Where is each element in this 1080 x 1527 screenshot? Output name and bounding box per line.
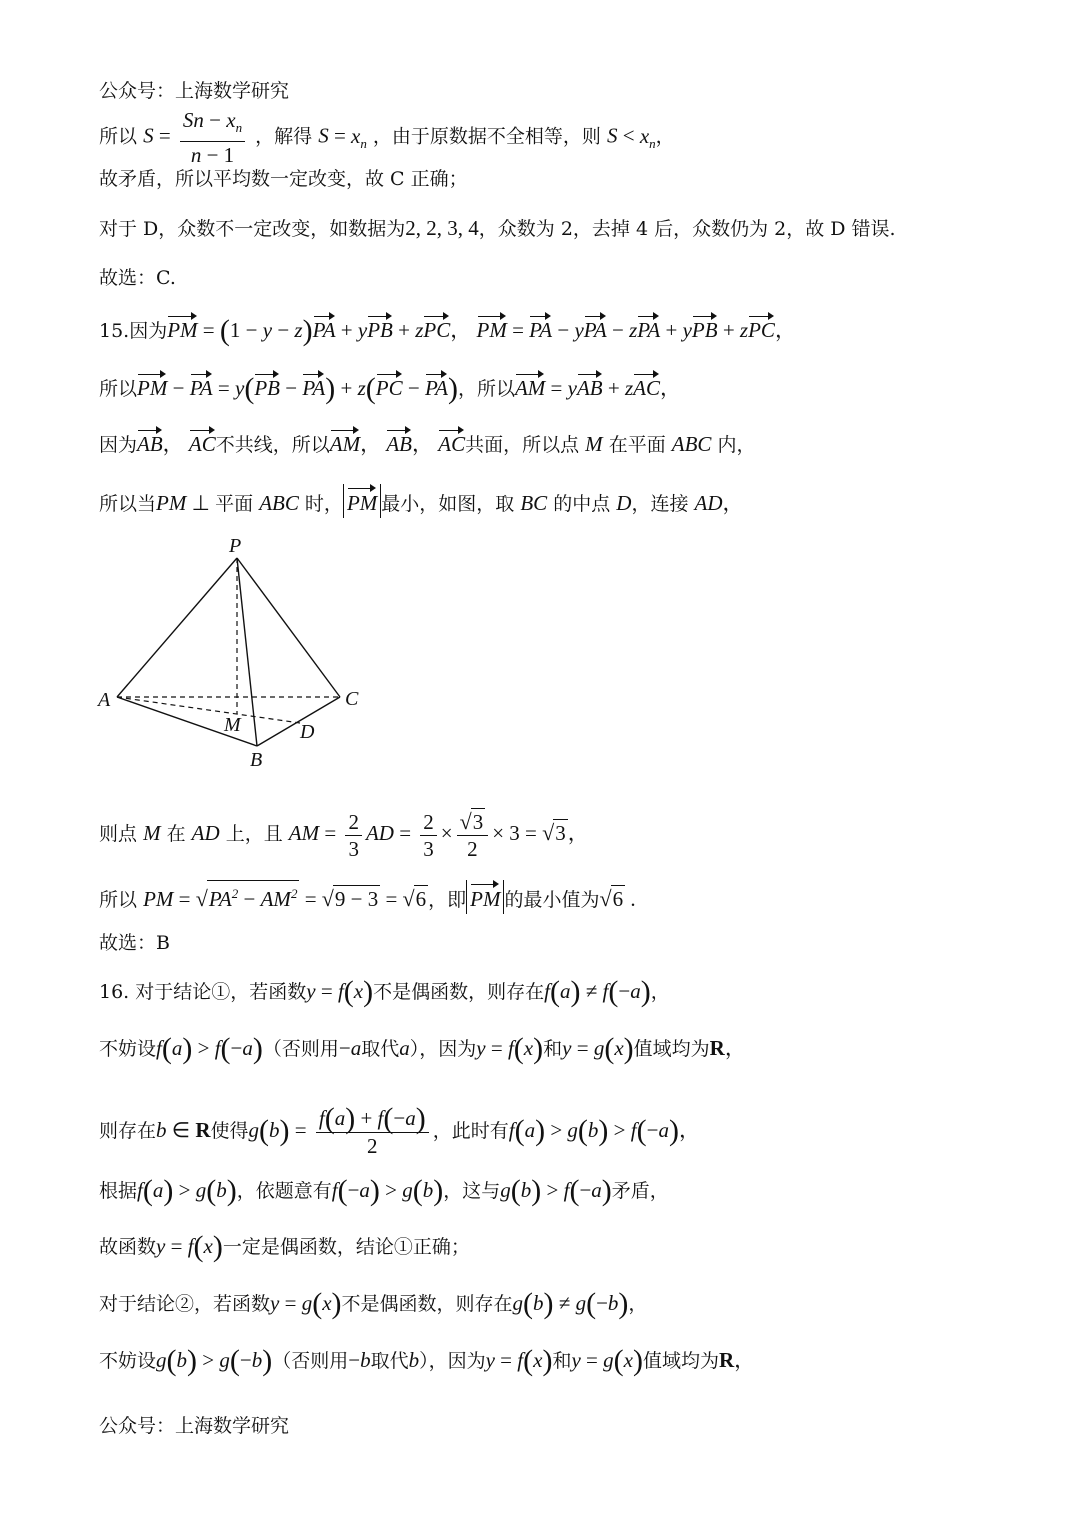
line-4: 故选：C. [99,267,176,289]
line-13: 不妨设f(a) > f(−a)（否则用−a取代a），因为y = f(x)和y = g(x)值域均为R， [99,1032,746,1065]
edge-pa [117,558,237,697]
line-16: 故函数y = f(x)一定是偶函数，结论①正确； [99,1230,470,1263]
line-8: 所以当PM ⊥ 平面 ABC 时， PM 最小，如图，取 BC 的中点 D，连接 AD， [99,484,744,518]
label-c: C [345,688,359,710]
line-3: 对于 D，众数不一定改变，如数据为2, 2, 3, 4，众数为 2，去掉 4 后，众数仍为 2，故 D 错误. [99,216,896,240]
line-2: 故矛盾，所以平均数一定改变，故 C 正确； [99,168,468,190]
line-5: 15.因为PM = (1 − y − z)PA + yPB + zPC， PM = PA − yPA − zPA + yPB + zPC， [99,314,796,347]
edge-pc [237,558,340,697]
label-d: D [300,721,315,743]
line-14: 则存在b ∈ R使得g(b) = $\frac{f(a) + f(-a)}{2}$ ，此时有f(a) > g(b) > f(−a)， [99,1102,700,1158]
line-7: 因为AB， AC不共线，所以AM， AB， AC共面，所以点 M 在平面 ABC 内， [99,428,756,458]
line-15: 根据f(a) > g(b)，依题意有f(−a) > g(b)，这与g(b) > f(−a)矛盾， [99,1174,669,1207]
footer-text: 公众号：上海数学研究 [99,1415,290,1437]
tetrahedron-figure [95,532,375,772]
line-9: 则点 M 在 AD 上，且 AM = $\frac{2}{3}$ AD = $\frac{2}{3}$ × $\frac{√3}{2}$ × 3 = √3， [99,809,589,861]
line-1: 所以 S = $\frac{Sn - x_n}{n - 1}$ ，解得 $S = x_n$ ，由于原数据不全相等，则 $S < x_n$， [99,108,675,168]
line-18: 不妨设g(b) > g(−b)（否则用−b取代b），因为y = f(x)和y = g(x)值域均为R， [99,1344,756,1377]
fraction: $\frac{Sn - x_n}{n - 1}$ [180,107,245,168]
line-12: 16. 对于结论①，若函数y = f(x)不是偶函数，则存在f(a) ≠ f(−a)， [99,975,670,1008]
line-11: 故选：B [99,932,170,954]
label-a: A [98,689,111,711]
segment-ad [117,697,300,723]
line-17: 对于结论②，若函数y = g(x)不是偶函数，则存在g(b) ≠ g(−b)， [99,1287,648,1320]
line-6: 所以PM − PA = y(PB − PA) + z(PC − PA)，所以AM = yAB + zAC， [99,372,681,405]
header-text: 公众号：上海数学研究 [99,80,290,102]
edge-bc [257,697,340,746]
label-m: M [224,714,241,736]
label-b: B [250,749,263,771]
line-10: 所以 PM = $√PA^2 - AM^2 = √9 - 3 = √6$ ，即 PM 的最小值为√6 . [99,880,636,914]
label-p: P [229,535,242,557]
